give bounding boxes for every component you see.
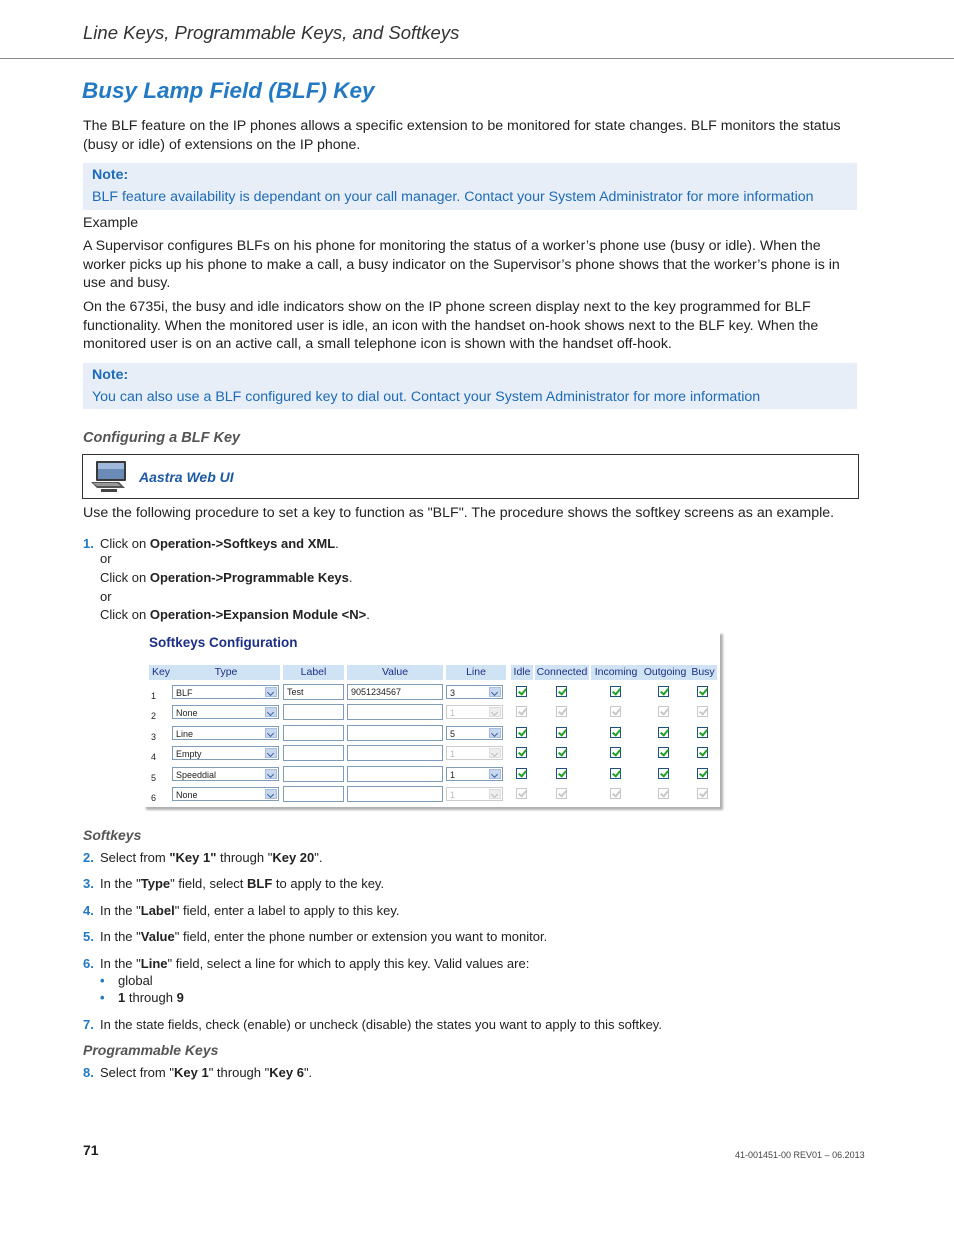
step-text: " field, select a line for which to apply this key. Valid values are: [167, 956, 530, 971]
bullet-icon: • [100, 973, 105, 988]
column-header: Incoming [591, 665, 641, 680]
state-checkbox-outgoing[interactable] [658, 747, 669, 758]
step-text: ". [303, 1065, 313, 1080]
step-text: " through " [208, 1065, 270, 1080]
column-header: Connected [536, 666, 588, 678]
step-text: " field, select [170, 876, 248, 891]
step-1-alt-c [100, 606, 370, 623]
column-header: Idle [511, 665, 533, 680]
state-checkbox-connected[interactable] [556, 747, 567, 758]
state-checkbox-busy [697, 706, 708, 717]
type-select[interactable] [172, 685, 279, 699]
step-number: 2. [83, 850, 94, 865]
state-checkbox-incoming [610, 706, 621, 717]
subsection-heading: Configuring a BLF Key [83, 430, 241, 446]
running-header: Line Keys, Programmable Keys, and Softkeys [83, 22, 460, 43]
chevron-down-icon[interactable] [489, 728, 501, 738]
type-value: BLF [176, 688, 193, 698]
state-checkbox-outgoing[interactable] [658, 768, 669, 779]
line-select [446, 746, 503, 760]
state-checkbox-incoming[interactable] [610, 686, 621, 697]
step-1-alt-b [100, 569, 353, 586]
menu-path: Operation->Expansion Module <N> [149, 607, 367, 622]
label-input[interactable]: Test [283, 684, 344, 700]
column-header: Value [347, 665, 443, 680]
state-checkbox-incoming[interactable] [610, 727, 621, 738]
label-input[interactable] [283, 786, 344, 802]
label-input[interactable] [283, 704, 344, 720]
step-bold: Type [140, 876, 171, 891]
state-checkbox-idle [516, 788, 527, 799]
menu-path: Operation->Programmable Keys [149, 570, 349, 585]
line-value: 1 [450, 749, 456, 760]
step-number: 1. [83, 536, 94, 551]
column-header: Type [172, 665, 280, 680]
chevron-down-icon[interactable] [265, 707, 277, 717]
state-checkbox-idle[interactable] [516, 747, 527, 758]
state-checkbox-busy[interactable] [697, 768, 708, 779]
web-ui-banner [82, 454, 859, 499]
header-rule [0, 58, 954, 59]
label-input[interactable] [283, 745, 344, 761]
label-input[interactable] [283, 725, 344, 741]
step-text: " field, enter a label to apply to this key. [174, 903, 400, 918]
line-select [446, 705, 503, 719]
menu-path: Operation->Softkeys and XML [149, 536, 336, 551]
chevron-down-icon [489, 748, 501, 758]
type-value: None [176, 790, 198, 800]
document-id: 41-001451-00 REV01 – 06.2013 [735, 1150, 865, 1160]
key-number: 1 [151, 691, 157, 701]
subsection-heading-2: Programmable Keys [83, 1042, 219, 1058]
step-7 [83, 1016, 662, 1033]
line-value: 1 [450, 708, 456, 719]
step-number: 6. [83, 956, 94, 971]
note-heading: Note: [92, 167, 129, 183]
step-text: In the " [100, 903, 141, 918]
chevron-down-icon[interactable] [265, 769, 277, 779]
line-value: 1 [450, 790, 456, 800]
step-3 [83, 875, 384, 892]
chevron-down-icon [489, 707, 501, 717]
state-checkbox-idle [516, 706, 527, 717]
line-select[interactable] [446, 685, 503, 699]
chevron-down-icon[interactable] [265, 687, 277, 697]
step-bold: Line [140, 956, 168, 971]
bullet-icon: • [100, 990, 105, 1005]
type-select[interactable] [172, 726, 279, 740]
step-6 [83, 955, 529, 972]
note-text: BLF feature availability is dependant on your call manager. Contact your System Administrator for more information [92, 188, 814, 205]
column-header: Busy [689, 665, 717, 680]
line-value: 3 [450, 688, 456, 698]
value-input[interactable] [347, 725, 443, 741]
type-select[interactable] [172, 787, 279, 801]
state-checkbox-busy[interactable] [697, 747, 708, 758]
step-bold: Key 1 [173, 1065, 209, 1080]
note-box-1 [83, 163, 857, 210]
key-number: 4 [151, 752, 157, 763]
step-bold: "Key 1" [169, 850, 217, 865]
type-value: Line [176, 728, 194, 739]
line-value: 5 [450, 728, 456, 739]
state-checkbox-incoming[interactable] [610, 768, 621, 779]
state-checkbox-connected [556, 706, 567, 717]
key-number: 2 [151, 711, 157, 722]
step-text: Click on [100, 607, 150, 622]
bullet-item [100, 972, 153, 989]
state-checkbox-incoming [610, 788, 621, 799]
step-bold: Key 20 [272, 850, 315, 865]
state-checkbox-outgoing [658, 788, 669, 799]
intro-paragraph: The BLF feature on the IP phones allows a specific extension to be monitored for state changes. BLF monitors the status (busy or idle) of extensions on the IP phone. [83, 118, 841, 153]
step-text: to apply to the key. [272, 876, 385, 891]
step-text: In the " [100, 956, 141, 971]
chevron-down-icon[interactable] [265, 748, 277, 758]
screenshot-title: Softkeys Configuration [149, 635, 298, 650]
step-8 [83, 1064, 312, 1081]
label-input[interactable] [283, 766, 344, 782]
state-checkbox-outgoing[interactable] [658, 727, 669, 738]
bullet-bold: 1 [118, 990, 126, 1005]
step-text: through " [216, 850, 273, 865]
procedure-intro: Use the following procedure to set a key to function as "BLF". The procedure shows the softkey screens as an example. [83, 505, 835, 521]
step-text: Select from " [100, 1065, 174, 1080]
page-number: 71 [83, 1142, 99, 1158]
column-header: Key [149, 665, 173, 680]
value-input[interactable] [347, 766, 443, 782]
state-checkbox-incoming[interactable] [610, 747, 621, 758]
value-input[interactable]: 9051234567 [347, 684, 443, 700]
state-checkbox-idle[interactable] [516, 686, 527, 697]
key-number: 3 [151, 731, 157, 742]
example-label: Example [83, 215, 139, 231]
or-text: or [100, 589, 112, 604]
state-checkbox-busy[interactable] [697, 727, 708, 738]
or-text: or [100, 551, 112, 566]
type-value: Empty [176, 749, 202, 760]
step-bold: Label [140, 903, 175, 918]
step-bold: Key 6 [269, 1065, 304, 1080]
line-select[interactable] [446, 726, 503, 740]
step-2 [83, 849, 322, 866]
line-select[interactable] [446, 767, 503, 781]
state-checkbox-connected [556, 788, 567, 799]
step-number: 8. [83, 1065, 94, 1080]
step-text: . [366, 607, 370, 622]
step-text: " field, enter the phone number or extension you want to monitor. [174, 929, 548, 944]
bullet-item [100, 989, 184, 1006]
type-select[interactable] [172, 705, 279, 719]
key-number: 5 [151, 772, 157, 783]
example-paragraph-2: On the 6735i, the busy and idle indicators show on the IP phone screen display next to the key programmed for BLF functionality. When the monitored user is idle, an icon with the handset on-hook shows next to the BLF key. When the monitored user is on an active call, a small telephone icon is shown with the handset off-hook. [83, 299, 819, 352]
note-box-2 [83, 363, 857, 409]
step-number: 7. [83, 1017, 94, 1032]
step-number: 4. [83, 903, 94, 918]
step-bold: BLF [247, 876, 273, 891]
state-checkbox-idle[interactable] [516, 727, 527, 738]
state-checkbox-connected[interactable] [556, 768, 567, 779]
step-number: 3. [83, 876, 94, 891]
type-select[interactable] [172, 746, 279, 760]
web-ui-label: Aastra Web UI [139, 469, 234, 485]
state-checkbox-idle[interactable] [516, 768, 527, 779]
chevron-down-icon[interactable] [265, 728, 277, 738]
step-1 [83, 535, 339, 552]
type-value: None [176, 708, 198, 719]
step-text: ". [314, 850, 323, 865]
step-4 [83, 902, 400, 919]
line-value: 1 [450, 769, 456, 780]
figure-caption: Softkeys [83, 827, 142, 843]
line-select [446, 787, 503, 801]
column-header: Label [283, 665, 344, 680]
step-text: Select from [100, 850, 170, 865]
bullet-text: through [125, 990, 177, 1005]
value-input[interactable] [347, 745, 443, 761]
bullet-bold: 9 [176, 990, 184, 1005]
chevron-down-icon[interactable] [489, 687, 501, 697]
section-title: Busy Lamp Field (BLF) Key [82, 78, 375, 103]
step-number: 5. [83, 929, 94, 944]
note-heading: Note: [92, 367, 129, 383]
step-text: . [335, 536, 339, 551]
state-checkbox-outgoing[interactable] [658, 686, 669, 697]
type-value: Speeddial [176, 769, 217, 780]
bullet-text: global [118, 973, 153, 988]
step-text: Click on [100, 536, 150, 551]
state-checkbox-connected[interactable] [556, 686, 567, 697]
state-checkbox-connected[interactable] [556, 727, 567, 738]
value-input[interactable] [347, 786, 443, 802]
chevron-down-icon [489, 789, 501, 799]
type-select[interactable] [172, 767, 279, 781]
example-paragraph-1: A Supervisor configures BLFs on his phone for monitoring the status of a worker’s phone use (busy or idle). When the worker picks up his phone to make a call, a busy indicator on the Supervisor’s phone shows that the worker’s phone is in use and busy. [83, 238, 840, 291]
step-text: In the " [100, 929, 141, 944]
chevron-down-icon[interactable] [265, 789, 277, 799]
step-text: In the state fields, check (enable) or uncheck (disable) the states you want to apply to this softkey. [100, 1017, 662, 1032]
computer-monitor-icon [89, 460, 127, 494]
value-input[interactable] [347, 704, 443, 720]
step-text: In the " [100, 876, 141, 891]
step-5 [83, 928, 547, 945]
step-text: . [348, 570, 353, 585]
softkeys-config-screenshot [143, 631, 720, 807]
note-text: You can also use a BLF configured key to dial out. Contact your System Administrator for more information [92, 388, 761, 405]
state-checkbox-busy[interactable] [697, 686, 708, 697]
state-checkbox-busy [697, 788, 708, 799]
step-text: Click on [100, 570, 150, 585]
chevron-down-icon[interactable] [489, 769, 501, 779]
step-bold: Value [140, 929, 175, 944]
column-header: Outgoing [641, 665, 689, 680]
column-header: Line [446, 665, 506, 680]
key-number: 6 [151, 793, 157, 803]
state-checkbox-outgoing [658, 706, 669, 717]
